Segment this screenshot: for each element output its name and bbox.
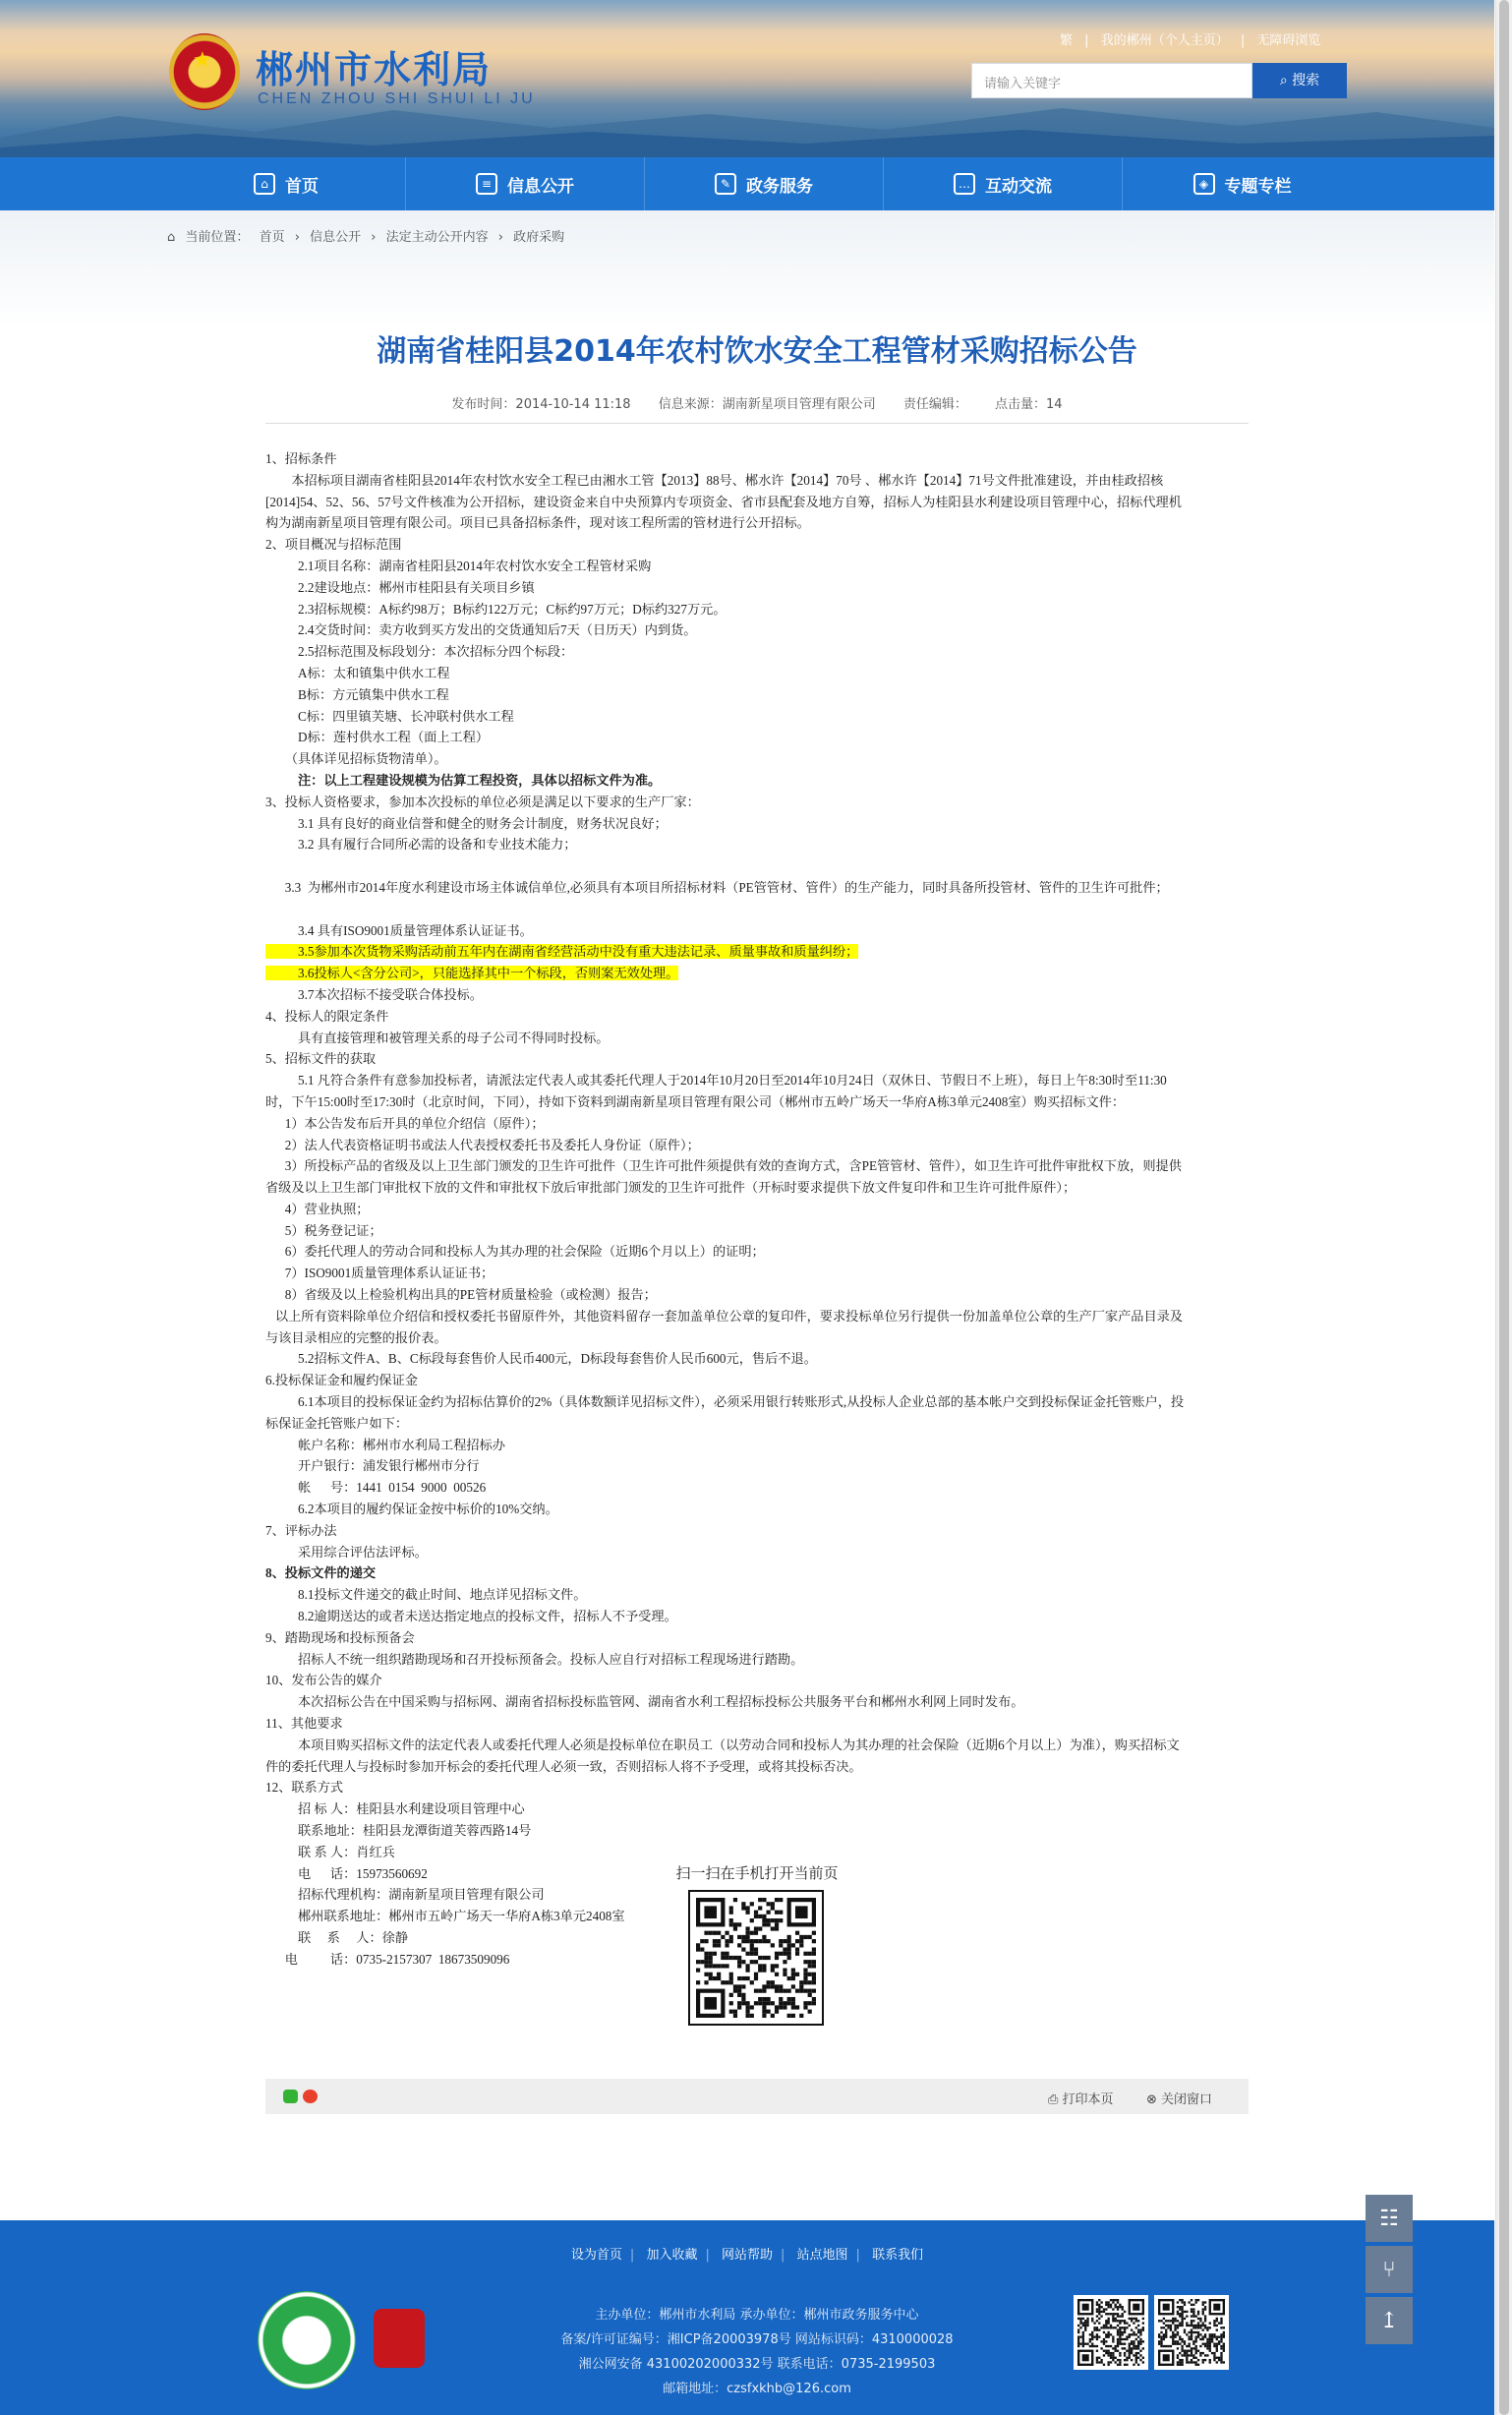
home-small-icon: ⌂ (167, 230, 176, 245)
body-line: 12、联系方式 (265, 1780, 344, 1796)
breadcrumb (167, 226, 570, 245)
close-icon: ⊗ (1146, 2092, 1157, 2107)
footer-link-help[interactable]: 网站帮助 (721, 2248, 773, 2263)
body-line: C标：四里镇芙塘、长冲联村供水工程 (265, 708, 514, 724)
separator: | (1240, 33, 1246, 48)
traditional-chinese-link[interactable]: 繁 (1060, 33, 1074, 48)
qr-code-graphic (1077, 2299, 1144, 2366)
body-line: 8.2逾期送达的或者未送达指定地点的投标文件，招标人不予受理。 (265, 1609, 677, 1624)
body-line: 2、项目概况与招标范围 (265, 537, 402, 553)
body-line (265, 855, 1249, 877)
body-line: 3.3 为郴州市2014年度水利建设市场主体诚信单位,必须具有本项目所招标材料（PE管管材、管件）的生产能力，同时具备所投管材、管件的卫生许可批件； (265, 879, 1169, 895)
editor: 责任编辑： (902, 397, 967, 412)
body-line: 注：以上工程建设规模为估算工程投资，具体以招标文件为准。 (265, 772, 662, 788)
nav-interaction-label: 互动交流 (985, 176, 1052, 197)
nav-gov-services[interactable] (645, 157, 884, 210)
footer-link-homepage[interactable]: 设为首页 (570, 2248, 622, 2263)
print-label: 打印本页 (1062, 2092, 1114, 2107)
home-icon: ⌂ (254, 173, 275, 195)
mountain-decoration (0, 98, 1494, 157)
my-chenzhou-link[interactable]: 我的郴州（个人主页） (1100, 33, 1229, 48)
footer-icp: 备案/许可证编号：湘ICP备20003978号 网站标识码：4310000028 (560, 2332, 954, 2347)
breadcrumb-label: 当前位置： (185, 230, 250, 245)
body-line: 本项目购买招标文件的法定代表人或委托代理人必须是投标单位在职员工（以劳动合同和投标人为其办理的社会保险（近期6个月以上）为准），购买招标文 (265, 1737, 1180, 1752)
breadcrumb-info[interactable]: 信息公开 (310, 230, 362, 245)
body-line: 招标代理机构：湖南新星项目管理有限公司 (265, 1887, 545, 1903)
site-subtitle: CHEN ZHOU SHI SHUI LI JU (258, 90, 536, 107)
nav-topics-label: 专题专栏 (1224, 176, 1292, 197)
body-line: 联系地址：桂阳县龙潭街道芙蓉西路14号 (265, 1823, 532, 1838)
body-line: 电 话：15973560692 (265, 1865, 428, 1881)
top-links (1060, 29, 1328, 48)
breadcrumb-sep: › (371, 230, 377, 245)
body-line: 6.1本项目的投标保证金约为招标估算价的2%（具体数额详见招标文件），必须采用银行转账形式,从投标人企业总部的基本帐户交到投标保证金托管账户，投 (265, 1394, 1185, 1410)
body-line: 2.3招标规模：A标约98万；B标约122万元；C标约97万元；D标约327万元。 (265, 601, 727, 617)
body-line: 省级及以上卫生部门审批权下放的文件和审批权下放后审批部门颁发的卫生许可批件（开标时要求提供下放文件复印件和卫生许可批件原件）； (265, 1180, 1076, 1196)
body-line: 3.1 具有良好的商业信誉和健全的财务会计制度，财务状况良好； (265, 815, 668, 831)
civilization-badge-logo[interactable] (258, 2291, 356, 2389)
body-line: 8）省级及以上检验机构出具的PE管材质量检验（或检测）报告； (265, 1287, 657, 1303)
divider (265, 423, 1249, 424)
body-line (265, 899, 1249, 920)
footer-qr-code-1 (1074, 2295, 1148, 2370)
body-line: 8、投标文件的递交 (265, 1565, 377, 1581)
article-title: 湖南省桂阳县2014年农村饮水安全工程管材采购招标公告 (377, 334, 1137, 369)
body-line: 5.2招标文件A、B、C标段每套售价人民币400元，D标段每套售价人民币600元，售后不退。 (265, 1351, 817, 1367)
body-line: 9、踏勘现场和投标预备会 (265, 1629, 415, 1645)
body-line: 6）委托代理人的劳动合同和投标人为其办理的社会保险（近期6个月以上）的证明； (265, 1244, 765, 1260)
body-line: 本招标项目湖南省桂阳县2014年农村饮水安全工程已由湘水工管【2013】88号、郴水许【2014】70号 、郴水许【2014】71号文件批准建设，并由桂政招核 (265, 472, 1164, 488)
body-line: 帐 号：1441 0154 9000 00526 (265, 1480, 487, 1496)
gov-error-correction-badge[interactable] (374, 2309, 425, 2368)
body-line: 具有直接管理和被管理关系的母子公司不得同时投标。 (265, 1030, 610, 1045)
edit-icon: ✎ (715, 173, 736, 195)
breadcrumb-sep: › (497, 230, 503, 245)
print-button[interactable] (1048, 2089, 1114, 2107)
breadcrumb-home[interactable]: 首页 (259, 230, 285, 245)
body-line: 时，下午15:00时至17:30时（北京时间，下同），持如下资料到湖南新星项目管理有限公司（郴州市五岭广场天一华府A栋3单元2408室）购买招标文件： (265, 1093, 1126, 1109)
info-source: 信息来源：湖南新星项目管理有限公司 (658, 397, 876, 412)
nav-info-label: 信息公开 (507, 176, 574, 197)
footer-link-contact[interactable]: 联系我们 (872, 2248, 924, 2263)
body-line: 联 系 人：肖红兵 (265, 1844, 395, 1859)
body-line: 3.2 具有履行合同所必需的设备和专业技术能力； (265, 837, 577, 853)
qr-caption: 扫一扫在手机打开当前页 (675, 1864, 839, 1882)
body-line: 3）所投标产品的省级及以上卫生部门颁发的卫生许可批件（卫生许可批件须提供有效的查询方式，含PE管管材、管件），如卫生许可批件审批权下放，则提供 (265, 1158, 1182, 1174)
nav-home[interactable] (167, 157, 406, 210)
body-line: 2.4交货时间：卖方收到买方发出的交货通知后7天（日历天）内到货。 (265, 622, 697, 638)
article-meta (265, 393, 1249, 412)
printer-icon: ⎙ (1048, 2092, 1059, 2107)
side-toolbar (1366, 2195, 1413, 2348)
body-line: 2.5招标范围及标段划分：本次招标分四个标段： (265, 644, 574, 660)
body-line: 10、发布公告的媒介 (265, 1673, 382, 1688)
click-count: 点击量：14 (995, 397, 1063, 412)
weibo-share-icon[interactable] (303, 2090, 318, 2103)
body-line: 6.2本项目的履约保证金按中标价的10%交纳。 (265, 1502, 558, 1517)
body-line: 招 标 人：桂阳县水利建设项目管理中心 (265, 1801, 525, 1817)
accessibility-link[interactable]: 无障碍浏览 (1256, 33, 1321, 48)
footer-host: 主办单位：郴州市水利局 承办单位：郴州市政务服务中心 (595, 2308, 919, 2323)
body-line: 标保证金托管账户如下： (265, 1415, 409, 1431)
document-icon: ≡ (476, 173, 497, 195)
body-line: 1、招标条件 (265, 451, 337, 466)
wechat-icon[interactable]: ☷ (1366, 2195, 1413, 2242)
body-line: 2.1项目名称：湖南省桂阳县2014年农村饮水安全工程管材采购 (265, 558, 652, 573)
body-line: 11、其他要求 (265, 1716, 343, 1732)
footer-email: 邮箱地址：czsfxkhb@126.com (663, 2382, 851, 2396)
main-nav (0, 157, 1494, 210)
body-line: （具体详见招标货物清单）。 (265, 751, 447, 767)
body-line: 5、招标文件的获取 (265, 1051, 377, 1067)
share-icon[interactable]: ⑂ (1366, 2246, 1413, 2293)
body-line: 6.投标保证金和履约保证金 (265, 1373, 418, 1388)
body-line: 2）法人代表资格证明书或法人代表授权委托书及委托人身份证（原件）； (265, 1137, 700, 1152)
body-line: 郴州联系地址：郴州市五岭广场天一华府A栋3单元2408室 (265, 1909, 625, 1924)
body-line: B标：方元镇集中供水工程 (265, 686, 449, 702)
body-line: A标：太和镇集中供水工程 (265, 665, 450, 680)
body-line: 7）ISO9001质量管理体系认证证书； (265, 1266, 494, 1281)
nav-services-label: 政务服务 (746, 176, 813, 197)
body-line: 3.6投标人<含分公司>，只能选择其中一个标段，否则案无效处理。 (265, 966, 679, 981)
footer-qr-code-2 (1154, 2295, 1229, 2370)
body-line: 5）税务登记证； (265, 1222, 382, 1238)
footer-link-sitemap[interactable]: 站点地图 (796, 2248, 848, 2263)
breadcrumb-sep: › (294, 230, 300, 245)
national-emblem-logo (169, 33, 240, 110)
scrollbar[interactable] (1495, 0, 1512, 2415)
body-line: 1）本公告发布后开具的单位介绍信（原件）； (265, 1115, 545, 1131)
body-line: 帐户名称：郴州市水利局工程招标办 (265, 1437, 505, 1452)
share-bar (265, 2079, 1249, 2114)
body-line: 4）营业执照； (265, 1201, 370, 1216)
body-line: 采用综合评估法评标。 (265, 1544, 428, 1560)
body-line: 3.4 具有ISO9001质量管理体系认证证书。 (265, 922, 533, 938)
body-line: 4、投标人的限定条件 (265, 1008, 389, 1024)
qr-code-graphic (1158, 2299, 1225, 2366)
body-line: D标：莲村供水工程（面上工程） (265, 730, 490, 745)
search-button[interactable]: ⌕ 搜索 (1252, 63, 1347, 98)
body-line: 电 话：0735-2157307 18673509096 (265, 1951, 510, 1967)
body-line: 与该目录相应的完整的报价表。 (265, 1329, 447, 1345)
body-line: 开户银行：浦发银行郴州市分行 (265, 1458, 480, 1474)
separator: | (1084, 33, 1089, 48)
body-line: 3、投标人资格要求，参加本次投标的单位必须是满足以下要求的生产厂家： (265, 794, 700, 809)
search-button-label: 搜索 (1292, 73, 1320, 88)
body-line: 5.1 凡符合条件有意参加投标者，请派法定代表人或其委托代理人于2014年10月20日至2014年10月24日（双休日、节假日不上班），每日上午8:30时至11:30 (265, 1073, 1167, 1089)
body-line: 联 系 人：徐静 (265, 1929, 409, 1945)
footer-info (492, 2303, 1022, 2401)
nav-interaction[interactable] (884, 157, 1123, 210)
nav-home-label: 首页 (285, 176, 319, 197)
footer-link-favorite[interactable]: 加入收藏 (646, 2248, 698, 2263)
page-qr-code (690, 1892, 822, 2024)
body-line: 3.7本次招标不接受联合体投标。 (265, 986, 483, 1002)
body-line: 7、评标办法 (265, 1522, 337, 1538)
wechat-share-icon[interactable] (283, 2090, 298, 2103)
body-line: 8.1投标文件递交的截止时间、地点详见招标文件。 (265, 1587, 587, 1603)
nav-topics[interactable] (1123, 157, 1362, 210)
breadcrumb-procurement[interactable]: 政府采购 (513, 230, 565, 245)
nav-info-disclosure[interactable] (406, 157, 645, 210)
footer-links: 设为首页 | 加入收藏 | 网站帮助 | 站点地图 | 联系我们 (570, 2248, 924, 2263)
close-window-button[interactable] (1146, 2089, 1212, 2107)
breadcrumb-statutory[interactable]: 法定主动公开内容 (385, 230, 489, 245)
body-line: 本次招标公告在中国采购与招标网、湖南省招标投标监管网、湖南省水利工程招标投标公共服务平台和郴州水利网上同时发布。 (265, 1694, 1024, 1710)
article-body (265, 448, 1249, 1971)
body-line: 构为湖南新星项目管理有限公司。项目已具备招标条件，现对该工程所需的管材进行公开招标。 (265, 515, 810, 531)
body-line: 2.2建设地点：郴州市桂阳县有关项目乡镇 (265, 579, 535, 595)
chat-icon: … (954, 173, 975, 195)
close-label: 关闭窗口 (1161, 2092, 1213, 2107)
body-line: [2014]54、52、56、57号文件核准为公开招标，建设资金来自中央预算内专项资金、省市县配套及地方自筹，招标人为桂阳县水利建设项目管理中心，招标代理机 (265, 494, 1182, 509)
body-line: 以上所有资料除单位介绍信和授权委托书留原件外，其他资料留存一套加盖单位公章的复印件，要求投标单位另行提供一份加盖单位公章的生产厂家产品目录及 (265, 1308, 1184, 1324)
back-to-top-icon[interactable]: ↥ (1366, 2297, 1413, 2344)
publish-time: 发布时间：2014-10-14 11:18 (451, 397, 631, 412)
body-line: 件的委托代理人与投标时参加开标会的委托代理人必须一致，否则招标人将不予受理，或将其投标否决。 (265, 1758, 862, 1774)
qr-code-graphic (696, 1898, 816, 2018)
scrollbar-thumb[interactable] (1499, 0, 1509, 2415)
site-title: 郴州市水利局 (256, 48, 493, 91)
footer-police: 湘公网安备 43100202000332号 联系电话：0735-2199503 (578, 2357, 936, 2372)
body-line: 招标人不统一组织踏勘现场和召开投标预备会。投标人应自行对招标工程现场进行踏勘。 (265, 1651, 804, 1667)
layers-icon: ◈ (1193, 173, 1215, 195)
search-input[interactable]: 请输入关键字 (971, 63, 1252, 98)
body-line: 3.5参加本次货物采购活动前五年内在湖南省经营活动中没有重大违法记录、质量事故和质量纠纷； (265, 944, 859, 960)
